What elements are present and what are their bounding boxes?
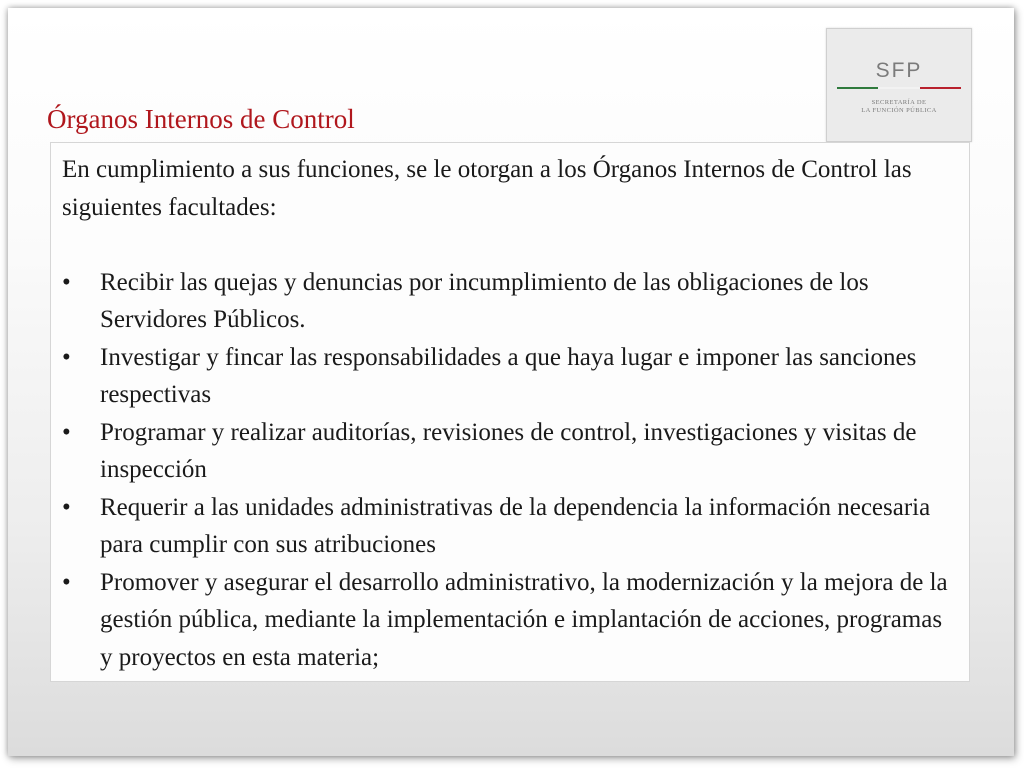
slide-title: Órganos Internos de Control xyxy=(47,104,355,134)
logo-stripe-red xyxy=(920,87,961,89)
sfp-logo xyxy=(826,28,972,142)
list-item-text: Recibir las quejas y denuncias por incumplimiento de las obligaciones de los Servidores Públicos. xyxy=(100,268,869,333)
list-item xyxy=(62,264,959,339)
bullet-icon: • xyxy=(62,418,71,446)
logo-stripe-white xyxy=(878,87,919,89)
list-item xyxy=(62,414,959,489)
list-item-text: Programar y realizar auditorías, revisiones de control, investigaciones y visitas de inspección xyxy=(100,418,917,483)
bullet-icon: • xyxy=(62,568,71,596)
content-box xyxy=(50,142,970,682)
logo-tricolor-rule xyxy=(837,87,961,90)
bullet-icon: • xyxy=(62,343,71,371)
logo-acronym: SFP xyxy=(875,59,923,82)
list-item xyxy=(62,564,959,677)
list-item-text: Promover y asegurar el desarrollo administrativo, la modernización y la mejora de la gestión pública, mediante la implementación e implantación de acciones, programas y proyectos en esta materia; xyxy=(100,568,948,671)
list-item-text: Requerir a las unidades administrativas de la dependencia la información necesaria para cumplir con sus atribuciones xyxy=(100,493,931,558)
list-item xyxy=(62,339,959,414)
bullet-icon: • xyxy=(62,268,71,296)
logo-subtitle-line2: LA FUNCIÓN PÚBLICA xyxy=(861,107,937,114)
list-item xyxy=(62,489,959,564)
facultades-list xyxy=(62,264,959,677)
logo-subtitle xyxy=(827,99,971,115)
bullet-icon: • xyxy=(62,493,71,521)
logo-stripe-green xyxy=(837,87,878,89)
intro-paragraph: En cumplimiento a sus funciones, se le otorgan a los Órganos Internos de Control las siguientes facultades: xyxy=(62,156,912,221)
list-item-text: Investigar y fincar las responsabilidades a que haya lugar e imponer las sanciones respectivas xyxy=(100,343,917,408)
logo-subtitle-line1: SECRETARÍA DE xyxy=(871,99,927,106)
